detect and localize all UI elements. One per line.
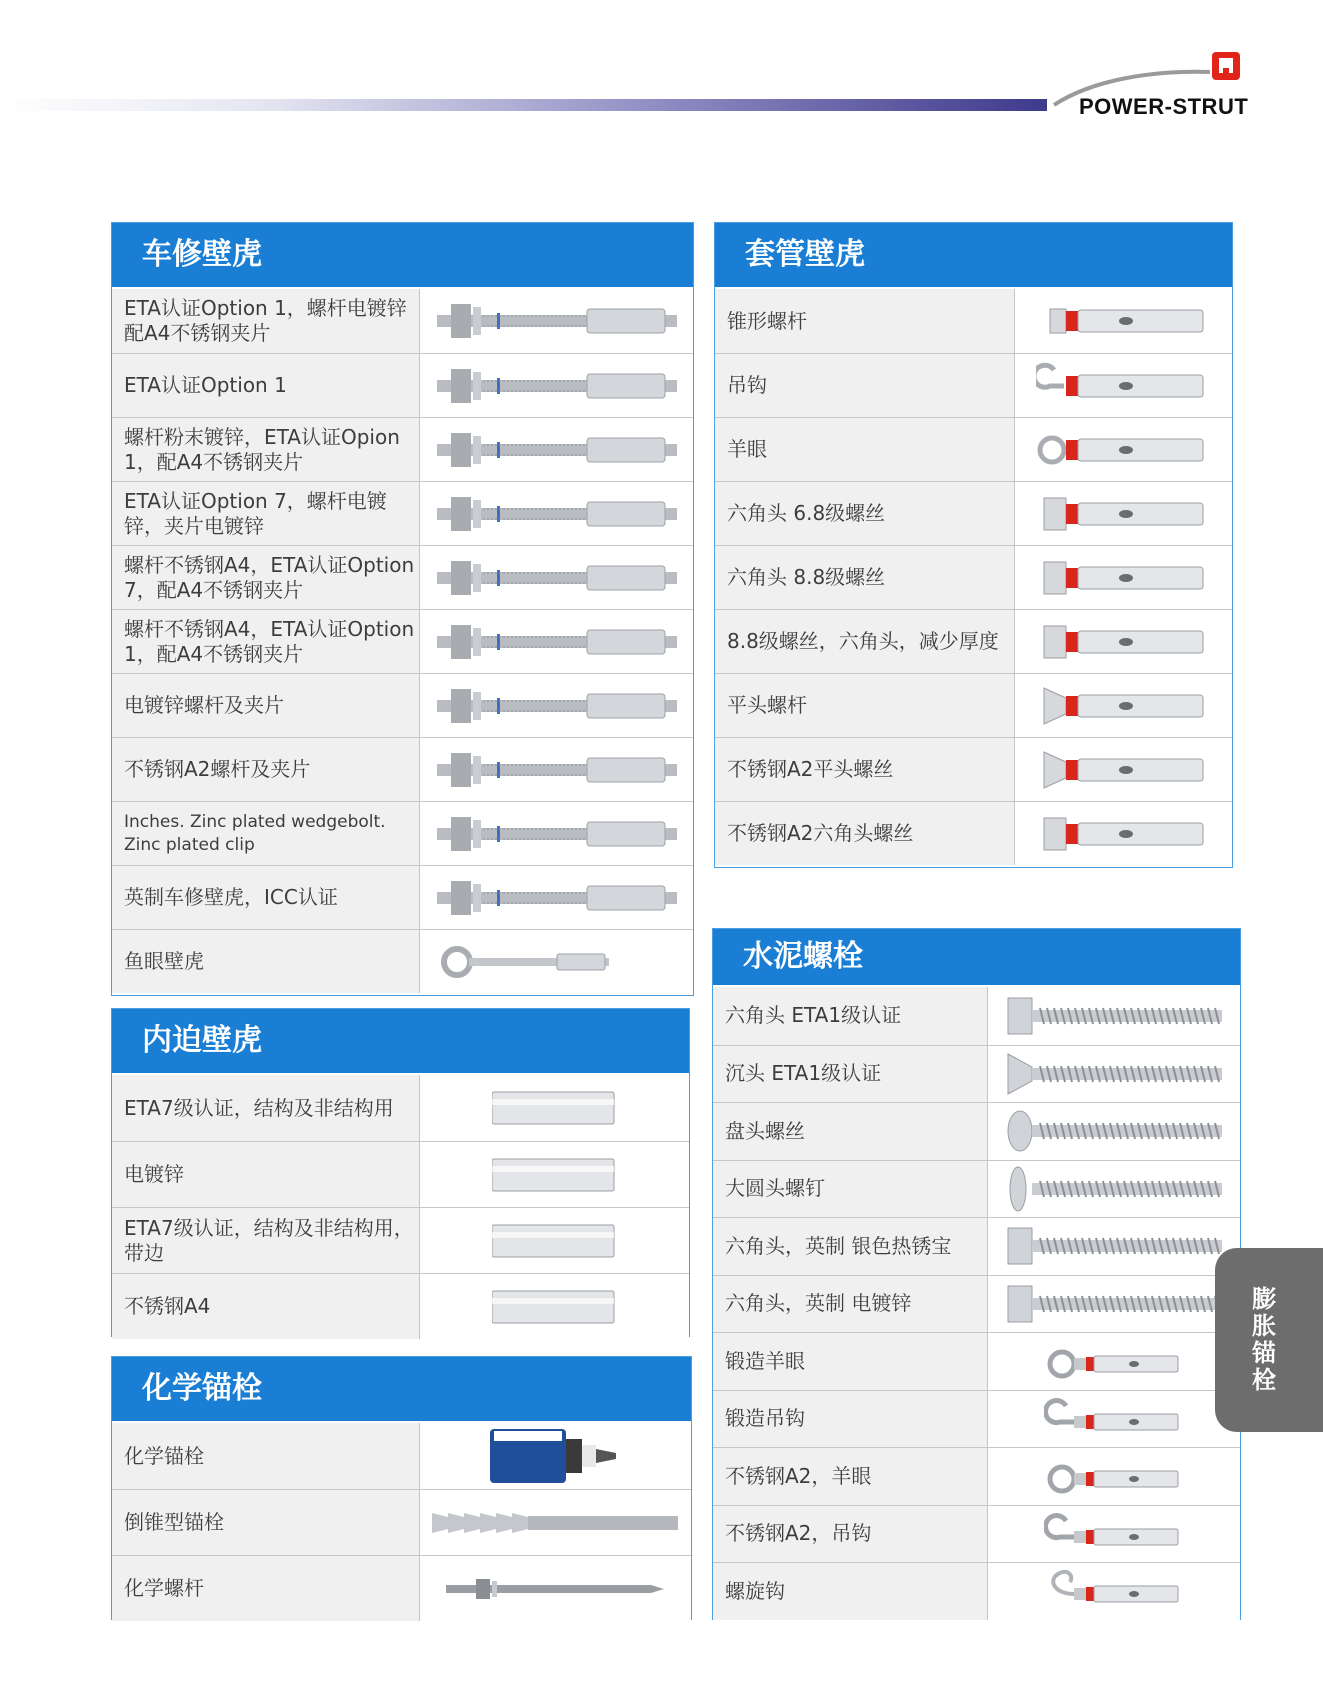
product-row (715, 481, 1232, 545)
product-label: 鱼眼壁虎 (112, 930, 420, 993)
product-label: 不锈钢A4 (112, 1274, 420, 1339)
wedge-anchor-icon (420, 289, 693, 353)
product-row (713, 1102, 1240, 1160)
product-label: 六角头，英制 电镀锌 (713, 1276, 988, 1333)
product-row (112, 1489, 691, 1555)
product-label: ETA认证Option 1 (112, 354, 420, 417)
product-label: 盘头螺丝 (713, 1103, 988, 1160)
wedge-anchor-icon (420, 354, 693, 417)
product-label: 沉头 ETA1级认证 (713, 1046, 988, 1103)
section-sleeve-anchors (714, 222, 1233, 868)
wedge-anchor-icon (420, 738, 693, 801)
eye-anchor-icon (420, 930, 693, 993)
product-label: 不锈钢A2，羊眼 (713, 1448, 988, 1505)
hook-sleeve-anchor-icon (1015, 354, 1232, 417)
wedge-anchor-icon (420, 802, 693, 865)
product-label: 吊钩 (715, 354, 1015, 417)
brand-name: POWER-STRUT (1079, 94, 1249, 119)
product-label: 锻造羊眼 (713, 1333, 988, 1390)
product-row (713, 1045, 1240, 1103)
product-row (112, 1075, 689, 1141)
header-gradient-bar (0, 99, 1047, 111)
product-row (713, 1390, 1240, 1448)
wedge-anchor-icon (420, 866, 693, 929)
product-label: 不锈钢A2，吊钩 (713, 1506, 988, 1563)
product-label: 不锈钢A2平头螺丝 (715, 738, 1015, 801)
hex-sleeve-anchor-icon (1015, 802, 1232, 865)
product-row (715, 417, 1232, 481)
hex-sleeve-anchor-icon (1015, 610, 1232, 673)
hex-concrete-screw-icon (988, 1218, 1240, 1275)
product-label: 六角头，英制 银色热锈宝 (713, 1218, 988, 1275)
product-row (715, 289, 1232, 353)
product-row (713, 1275, 1240, 1333)
product-label: ETA认证Option 7，螺杆电镀锌，夹片电镀锌 (112, 482, 420, 545)
product-row (715, 737, 1232, 801)
product-row (112, 1423, 691, 1489)
wedge-anchor-icon (420, 482, 693, 545)
hex-sleeve-anchor-icon (1015, 546, 1232, 609)
eye-bolt-icon (988, 1448, 1240, 1505)
product-label: 电镀锌 (112, 1142, 420, 1207)
product-row (713, 1160, 1240, 1218)
product-label: ETA7级认证，结构及非结构用 (112, 1075, 420, 1141)
countersunk-sleeve-anchor-icon (1015, 674, 1232, 737)
eye-sleeve-anchor-icon (1015, 418, 1232, 481)
product-label: 六角头 8.8级螺丝 (715, 546, 1015, 609)
product-label: 不锈钢A2螺杆及夹片 (112, 738, 420, 801)
product-label: ETA认证Option 1，螺杆电镀锌配A4不锈钢夹片 (112, 289, 420, 353)
product-label: 羊眼 (715, 418, 1015, 481)
product-label: ETA7级认证，结构及非结构用，带边 (112, 1208, 420, 1273)
section-title: 套管壁虎 (715, 223, 1232, 289)
wedge-anchor-icon (420, 546, 693, 609)
product-label: Inches. Zinc plated wedgebolt. Zinc plated clip (112, 802, 420, 865)
product-row (112, 1555, 691, 1621)
countersunk-sleeve-anchor-icon (1015, 738, 1232, 801)
product-row (713, 1562, 1240, 1620)
section-title: 内迫壁虎 (112, 1009, 689, 1075)
section-car-repair-anchors (111, 222, 694, 996)
threaded-rod-icon (420, 1556, 691, 1621)
countersunk-concrete-screw-icon (988, 1046, 1240, 1103)
product-label: 螺杆不锈钢A4，ETA认证Option 7，配A4不锈钢夹片 (112, 546, 420, 609)
hook-bolt-icon (988, 1506, 1240, 1563)
section-title: 车修壁虎 (112, 223, 693, 289)
drop-in-anchor-icon (420, 1208, 689, 1273)
product-row (112, 865, 693, 929)
product-row (715, 609, 1232, 673)
product-row (715, 673, 1232, 737)
wedge-anchor-icon (420, 610, 693, 673)
sleeve-anchor-icon (1015, 289, 1232, 353)
spiral-hook-icon (988, 1563, 1240, 1620)
product-row (713, 1447, 1240, 1505)
section-drop-in-anchors (111, 1008, 690, 1337)
side-tab-expansion-anchors[interactable] (1215, 1248, 1323, 1432)
product-label: 螺杆不锈钢A4，ETA认证Option 1，配A4不锈钢夹片 (112, 610, 420, 673)
hex-concrete-screw-icon (988, 987, 1240, 1045)
product-row (112, 353, 693, 417)
product-row (112, 1141, 689, 1207)
section-chemical-anchors (111, 1356, 692, 1620)
section-title: 水泥螺栓 (713, 929, 1240, 987)
product-label: 倒锥型锚栓 (112, 1490, 420, 1555)
product-row (112, 737, 693, 801)
drop-in-anchor-icon (420, 1274, 689, 1339)
eye-bolt-icon (988, 1333, 1240, 1390)
drop-in-anchor-icon (420, 1142, 689, 1207)
product-label: 大圆头螺钉 (713, 1161, 988, 1218)
product-label: 六角头 ETA1级认证 (713, 987, 988, 1045)
product-row (112, 801, 693, 865)
section-title: 化学锚栓 (112, 1357, 691, 1423)
product-row (112, 929, 693, 993)
product-label: 英制车修壁虎，ICC认证 (112, 866, 420, 929)
pan-concrete-screw-icon (988, 1103, 1240, 1160)
wedge-anchor-icon (420, 418, 693, 481)
product-row (112, 609, 693, 673)
product-label: 锻造吊钩 (713, 1391, 988, 1448)
product-row (713, 987, 1240, 1045)
round-concrete-screw-icon (988, 1161, 1240, 1218)
product-label: 平头螺杆 (715, 674, 1015, 737)
resin-cartridge-icon (420, 1423, 691, 1489)
product-row (713, 1505, 1240, 1563)
product-row (715, 353, 1232, 417)
product-label: 螺旋钩 (713, 1563, 988, 1620)
product-row (112, 481, 693, 545)
product-label: 化学锚栓 (112, 1423, 420, 1489)
hex-concrete-screw-icon (988, 1276, 1240, 1333)
product-row (112, 673, 693, 737)
side-tab-label: 膨胀锚栓 (1252, 1285, 1276, 1394)
product-label: 螺杆粉末镀锌，ETA认证Opion 1，配A4不锈钢夹片 (112, 418, 420, 481)
cone-bolt-icon (420, 1490, 691, 1555)
product-label: 锥形螺杆 (715, 289, 1015, 353)
product-label: 不锈钢A2六角头螺丝 (715, 802, 1015, 865)
power-strut-logo (1052, 50, 1264, 120)
product-label: 8.8级螺丝，六角头，减少厚度 (715, 610, 1015, 673)
product-row (112, 1207, 689, 1273)
hook-bolt-icon (988, 1391, 1240, 1448)
drop-in-anchor-icon (420, 1075, 689, 1141)
section-concrete-screws (712, 928, 1241, 1620)
product-row (715, 801, 1232, 865)
product-row (713, 1217, 1240, 1275)
product-row (715, 545, 1232, 609)
product-row (112, 289, 693, 353)
product-row (112, 417, 693, 481)
product-row (713, 1332, 1240, 1390)
wedge-anchor-icon (420, 674, 693, 737)
hex-sleeve-anchor-icon (1015, 482, 1232, 545)
product-label: 六角头 6.8级螺丝 (715, 482, 1015, 545)
product-row (112, 1273, 689, 1339)
product-label: 电镀锌螺杆及夹片 (112, 674, 420, 737)
product-label: 化学螺杆 (112, 1556, 420, 1621)
product-row (112, 545, 693, 609)
